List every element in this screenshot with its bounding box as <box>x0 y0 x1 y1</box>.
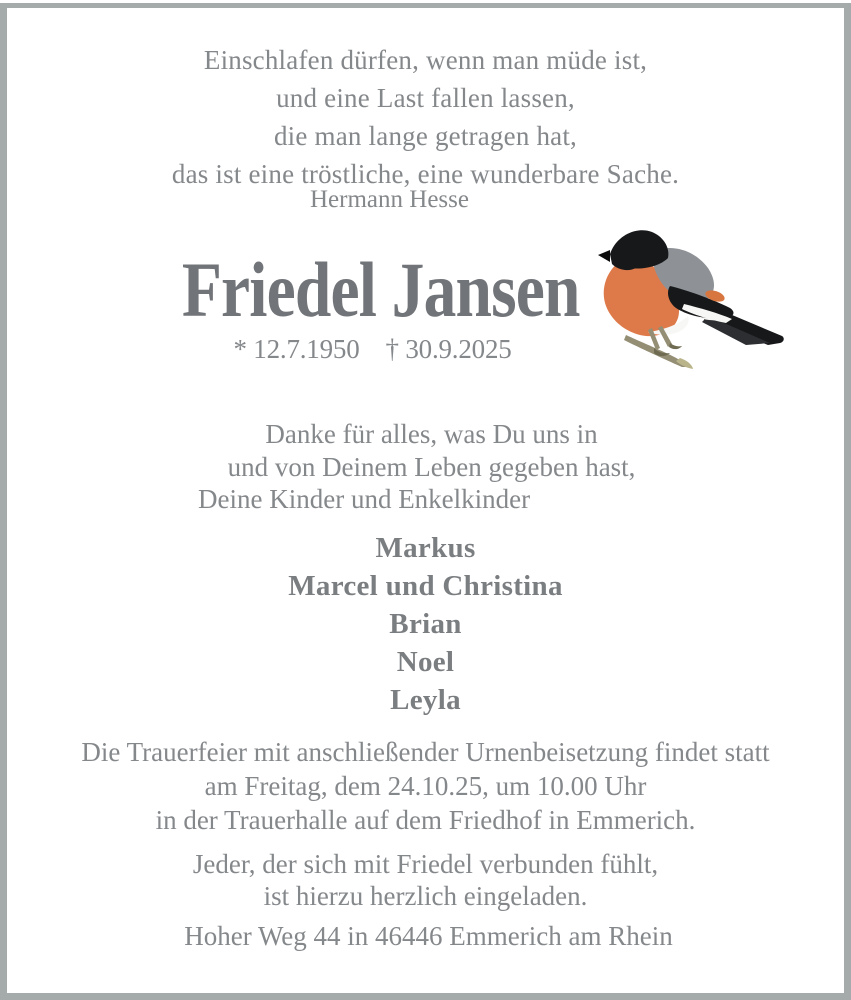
funeral-line: am Freitag, dem 24.10.25, um 10.00 Uhr <box>204 771 647 801</box>
invitation-block <box>0 848 851 912</box>
quote-line: Einschlafen dürfen, wenn man müde ist, <box>203 45 648 75</box>
quote-line: und eine Last fallen lassen, <box>276 83 575 113</box>
birth-date: * 12.7.1950 <box>233 334 360 364</box>
mourner-name: Marcel und Christina <box>288 570 563 602</box>
bird-beak <box>598 250 610 262</box>
thanks-block <box>6 418 851 484</box>
funeral-line: in der Trauerhalle auf dem Friedhof in Emmerich. <box>155 805 696 835</box>
quote-line: das ist eine tröstliche, eine wunderbare Sache. <box>171 159 680 189</box>
quote-line: die man lange getragen hat, <box>273 121 578 151</box>
address-line: Hoher Weg 44 in 46446 Emmerich am Rhein <box>184 921 673 951</box>
deceased-name-text: Friedel Jansen <box>181 246 580 333</box>
thanks-line: und von Deinem Leben gegeben hast, <box>227 452 636 482</box>
mourner-name: Leyla <box>390 684 461 716</box>
quote-block <box>0 41 851 193</box>
funeral-line: Die Trauerfeier mit anschließender Urnenbeisetzung findet statt <box>81 737 770 767</box>
funeral-info-block <box>0 735 851 837</box>
thanks-line: Danke für alles, was Du uns in <box>265 419 598 449</box>
death-date: † 30.9.2025 <box>385 334 512 364</box>
invitation-line: Jeder, der sich mit Friedel verbunden fühlt, <box>192 849 659 879</box>
invitation-line: ist hierzu herzlich eingeladen. <box>263 881 588 911</box>
family-signature: Deine Kinder und Enkelkinder <box>198 484 531 514</box>
quote-author: Hermann Hesse <box>310 186 469 213</box>
mourners-list <box>0 529 851 719</box>
mourner-name: Brian <box>389 608 462 640</box>
bullfinch-bird-icon <box>596 224 788 370</box>
mourner-name: Noel <box>396 646 455 678</box>
mourner-name: Markus <box>375 532 476 564</box>
